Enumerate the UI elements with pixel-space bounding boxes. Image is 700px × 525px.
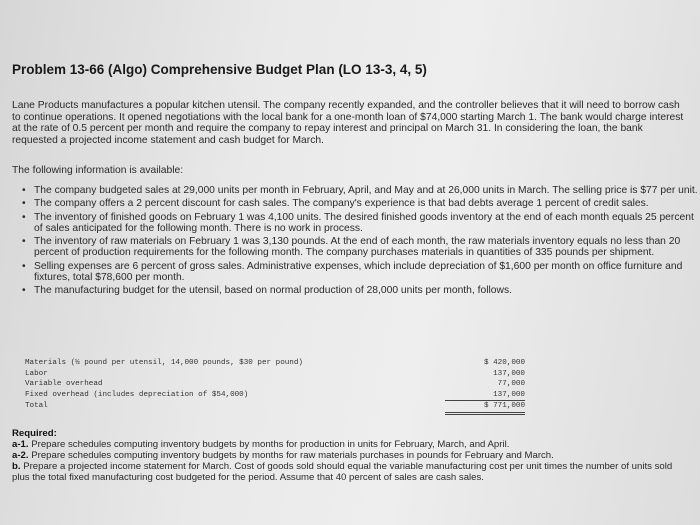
row-label: Fixed overhead (includes depreciation of $54,000) (25, 390, 249, 399)
list-item: • The company budgeted sales at 29,000 units per month in February, April, and May and at 26,000 units in March. The selling price is $77 per unit. (34, 185, 699, 196)
row-amount: 137,000 (493, 369, 525, 378)
row-label: Variable overhead (25, 380, 103, 388)
table-row (25, 379, 525, 390)
row-label: Materials (½ pound per utensil, 14,000 pounds, $30 per pound) (25, 359, 303, 367)
list-item: • The inventory of raw materials on February 1 was 3,130 pounds. At the end of each month, the raw materials inventory equals no less than 20 percent of production requirements for the following month. The company purchases materials in quantities of 335 pounds per shipment. (34, 236, 699, 259)
required-item (12, 461, 688, 483)
problem-title: Problem 13-66 (Algo) Comprehensive Budget Plan (LO 13-3, 4, 5) (12, 62, 427, 77)
item-text: Prepare a projected income statement for March. Cost of goods sold should equal the variable manufacturing cost per unit times the number of units sold plus the total fixed manufacturing cost budgeted for the period. Assume that 40 percent of sales are cash sales. (12, 461, 673, 483)
row-amount: $ 771,000 (445, 401, 525, 415)
row-amount: 137,000 (445, 390, 525, 402)
info-list (20, 185, 699, 299)
table-row (25, 358, 525, 369)
list-item: • The company offers a 2 percent discount for cash sales. The company's experience is that bad debts average 1 percent of credit sales. (34, 198, 699, 209)
table-row-total (25, 401, 525, 415)
list-item: • The inventory of finished goods on February 1 was 4,100 units. The desired finished goods inventory at the end of each month equals 25 percent of sales anticipated for the following month. There is no work in process. (34, 212, 699, 235)
required-item (12, 439, 688, 450)
required-section (12, 428, 688, 483)
required-item (12, 450, 688, 461)
item-key: a-1. (12, 439, 29, 450)
table-row (25, 369, 525, 380)
row-label: Labor (25, 369, 48, 378)
required-heading: Required: (12, 428, 57, 439)
row-amount: 77,000 (497, 380, 525, 388)
item-key: a-2. (12, 450, 29, 461)
intro-paragraph: Lane Products manufactures a popular kitchen utensil. The company recently expanded, and the controller believes that it will need to borrow cash to continue operations. It opened negotiations with the local bank for a one-month loan of $74,000 starting March 1. The bank would charge interest at the rate of 0.5 percent per month and require the company to repay interest and principal on March 31. In considering the loan, the bank requested a projected income statement and cash budget for March. (12, 100, 684, 146)
item-text: Prepare schedules computing inventory budgets by months for raw materials purchases in pounds for February and March. (31, 450, 554, 461)
row-amount: $ 420,000 (483, 359, 525, 367)
row-label: Total (25, 402, 48, 410)
item-key: b. (12, 461, 21, 472)
list-item: • Selling expenses are 6 percent of gross sales. Administrative expenses, which include depreciation of $1,600 per month on office furniture and fixtures, total $78,600 per month. (34, 261, 699, 284)
list-item: • The manufacturing budget for the utensil, based on normal production of 28,000 units per month, follows. (34, 285, 699, 296)
table-row (25, 390, 525, 402)
manufacturing-budget-table (25, 358, 525, 415)
item-text: Prepare schedules computing inventory budgets by months for production in units for February, March, and April. (31, 439, 510, 450)
available-label: The following information is available: (12, 165, 184, 176)
